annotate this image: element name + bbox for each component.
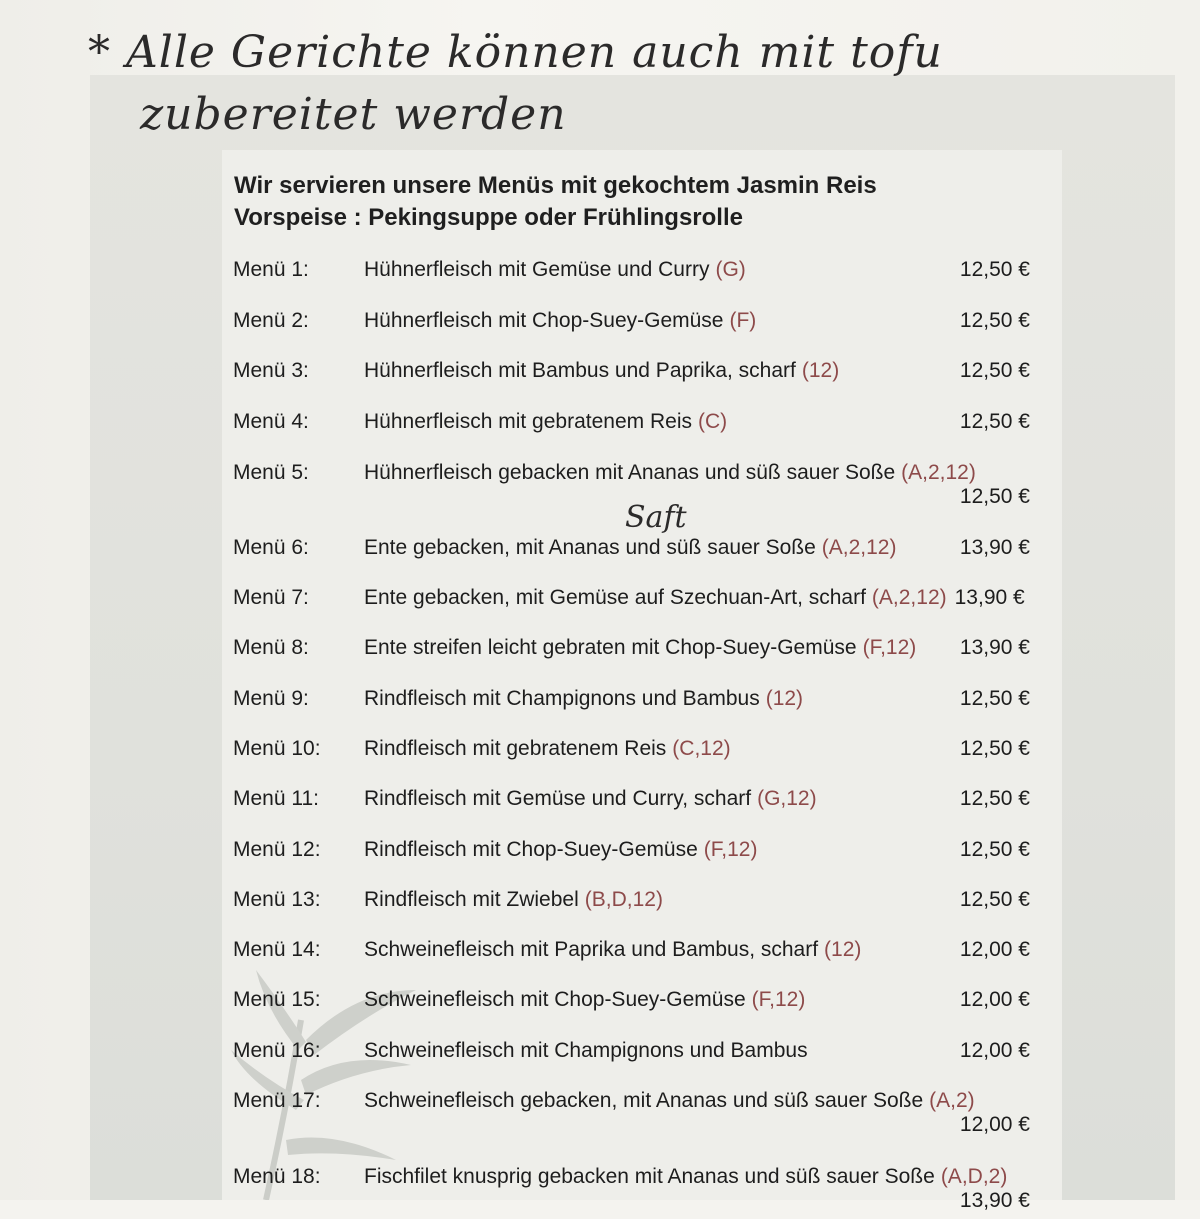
menu-item-price: 12,50 € xyxy=(959,838,1030,861)
handwritten-note xyxy=(88,22,1088,146)
menu-item-dish xyxy=(364,787,817,811)
handwritten-correction: Saft xyxy=(625,500,687,535)
menu-item-allergens: (C,12) xyxy=(672,737,731,760)
menu-item-dish xyxy=(364,461,976,485)
menu-item-row xyxy=(0,838,1200,868)
menu-item-number: Menü 5: xyxy=(233,461,309,484)
menu-item-number: Menü 1: xyxy=(233,258,309,281)
menu-item-allergens: (A,D,2) xyxy=(940,1165,1008,1188)
menu-item-price: 12,50 € xyxy=(959,410,1030,433)
menu-item-dish xyxy=(364,737,731,761)
menu-item-dish-name: Fischfilet knusprig gebacken mit Ananas und süß sauer Soße xyxy=(364,1165,935,1188)
menu-item-dish xyxy=(364,988,805,1012)
menu-item-dish-name: Rindfleisch mit Zwiebel xyxy=(364,888,579,911)
menu-item-price: 12,00 € xyxy=(959,1113,1030,1136)
menu-item-dish xyxy=(364,536,896,560)
menu-item-price: 13,90 € xyxy=(959,536,1030,559)
menu-item-dish-name: Rindfleisch mit Chop-Suey-Gemüse xyxy=(364,838,698,861)
menu-item-number: Menü 12: xyxy=(233,838,321,861)
menu-item-dish-name: Schweinefleisch mit Chop-Suey-Gemüse xyxy=(364,988,746,1011)
menu-item-dish xyxy=(364,1039,808,1063)
menu-item-dish-name: Schweinefleisch mit Paprika und Bambus, scharf xyxy=(364,938,819,961)
menu-item-allergens: (F,12) xyxy=(703,838,758,861)
menu-item-dish-name: Hühnerfleisch mit gebratenem Reis xyxy=(364,410,692,433)
menu-item-number: Menü 18: xyxy=(233,1165,321,1188)
menu-item-price: 12,00 € xyxy=(959,1039,1030,1062)
menu-item-dish xyxy=(364,309,756,333)
menu-item-row xyxy=(0,410,1200,440)
menu-item-allergens: (A,2,12) xyxy=(871,586,947,609)
menu-intro xyxy=(234,170,877,234)
menu-item-price: 12,50 € xyxy=(959,359,1030,382)
menu-item-row xyxy=(0,988,1200,1018)
menu-item-number: Menü 15: xyxy=(233,988,321,1011)
menu-item-dish xyxy=(364,938,861,962)
menu-item-number: Menü 10: xyxy=(233,737,321,760)
menu-item-row xyxy=(0,536,1200,566)
menu-item-allergens: (A,2,12) xyxy=(821,536,897,559)
menu-item-dish xyxy=(364,410,727,434)
menu-item-number: Menü 6: xyxy=(233,536,309,559)
menu-item-number: Menü 16: xyxy=(233,1039,321,1062)
menu-item-dish-name: Hühnerfleisch gebacken mit Ananas und süß sauer Soße xyxy=(364,461,896,484)
menu-item-row xyxy=(0,938,1200,968)
menu-item-allergens: (A,2,12) xyxy=(901,461,976,484)
menu-item-row xyxy=(0,787,1200,817)
menu-item-allergens: (A,2) xyxy=(929,1089,975,1112)
menu-item-dish xyxy=(364,1089,975,1113)
menu-item-dish-name: Ente gebacken, mit Ananas und süß sauer Soße xyxy=(364,536,816,559)
menu-item-dish-name: Hühnerfleisch mit Chop-Suey-Gemüse xyxy=(364,309,724,332)
menu-item-price: 12,50 € xyxy=(959,737,1030,760)
menu-item-allergens: (F,12) xyxy=(751,988,806,1011)
menu-item-number: Menü 14: xyxy=(233,938,321,961)
menu-item-number: Menü 13: xyxy=(233,888,321,911)
menu-item-dish xyxy=(364,888,663,912)
menu-item-dish-name: Schweinefleisch gebacken, mit Ananas und süß sauer Soße xyxy=(364,1089,924,1112)
menu-item-price: 12,50 € xyxy=(959,888,1030,911)
menu-item-dish-name: Hühnerfleisch mit Gemüse und Curry xyxy=(364,258,710,281)
intro-line-2: Vorspeise : Pekingsuppe oder Frühlingsrolle xyxy=(234,204,743,231)
menu-item-number: Menü 17: xyxy=(233,1089,321,1112)
menu-item-dish-name: Hühnerfleisch mit Bambus und Paprika, scharf xyxy=(364,359,796,382)
menu-item-allergens: (B,D,12) xyxy=(584,888,663,911)
menu-item-row xyxy=(0,258,1200,288)
menu-item-number: Menü 3: xyxy=(233,359,309,382)
menu-item-number: Menü 11: xyxy=(233,787,319,810)
menu-item-allergens: (G) xyxy=(715,258,746,281)
menu-item-allergens: (F,12) xyxy=(862,636,917,659)
menu-item-dish xyxy=(364,258,746,282)
menu-item-number: Menü 4: xyxy=(233,410,309,433)
menu-item-price: 12,00 € xyxy=(959,938,1030,961)
menu-item-row xyxy=(0,1039,1200,1069)
menu-item-row xyxy=(0,309,1200,339)
menu-item-allergens: (G,12) xyxy=(757,787,817,810)
menu-item-number: Menü 2: xyxy=(233,309,309,332)
menu-item-row xyxy=(0,359,1200,389)
menu-item-dish-name: Rindfleisch mit Champignons und Bambus xyxy=(364,687,760,710)
menu-item-allergens: (12) xyxy=(801,359,840,382)
menu-item-row xyxy=(0,1089,1200,1143)
menu-item-dish-name: Ente gebacken, mit Gemüse auf Szechuan-Art, scharf xyxy=(364,586,866,609)
menu-item-price: 13,90 € xyxy=(959,636,1030,659)
menu-item-number: Menü 9: xyxy=(233,687,309,710)
menu-item-price: 13,90 € xyxy=(954,586,1025,609)
menu-item-dish-name: Ente streifen leicht gebraten mit Chop-Suey-Gemüse xyxy=(364,636,857,659)
menu-item-allergens: (F) xyxy=(729,309,757,332)
menu-item-allergens: (12) xyxy=(765,687,804,710)
menu-item-row xyxy=(0,636,1200,666)
handwritten-note-line2: zubereitet werden xyxy=(140,89,567,140)
menu-item-allergens: (12) xyxy=(824,938,862,961)
menu-item-price: 12,50 € xyxy=(959,258,1030,281)
menu-item-dish xyxy=(364,359,839,383)
menu-item-allergens: (C) xyxy=(697,410,728,433)
menu-item-dish xyxy=(364,586,1025,610)
menu-item-price: 12,50 € xyxy=(959,787,1030,810)
menu-item-row xyxy=(0,888,1200,918)
menu-item-dish-name: Rindfleisch mit gebratenem Reis xyxy=(364,737,667,760)
menu-item-number: Menü 8: xyxy=(233,636,309,659)
menu-item-dish xyxy=(364,838,757,862)
menu-item-row xyxy=(0,461,1200,515)
menu-item-dish-name: Schweinefleisch mit Champignons und Bambus xyxy=(364,1039,808,1062)
menu-item-dish xyxy=(364,687,803,711)
menu-item-price: 12,50 € xyxy=(959,687,1030,710)
menu-item-dish-name: Rindfleisch mit Gemüse und Curry, scharf xyxy=(364,787,752,810)
menu-item-row xyxy=(0,586,1200,616)
menu-item-price: 12,50 € xyxy=(959,309,1030,332)
menu-item-number: Menü 7: xyxy=(233,586,309,609)
intro-line-1: Wir servieren unsere Menüs mit gekochtem Jasmin Reis xyxy=(234,172,877,199)
menu-item-price: 12,50 € xyxy=(959,485,1030,508)
menu-item-dish xyxy=(364,636,916,660)
menu-item-price: 13,90 € xyxy=(959,1189,1030,1212)
menu-item-dish xyxy=(364,1165,1007,1189)
menu-item-row xyxy=(0,1165,1200,1219)
handwritten-note-line1: * Alle Gerichte können auch mit tofu xyxy=(88,27,943,78)
menu-item-row xyxy=(0,737,1200,767)
menu-item-price: 12,00 € xyxy=(959,988,1030,1011)
menu-item-row xyxy=(0,687,1200,717)
